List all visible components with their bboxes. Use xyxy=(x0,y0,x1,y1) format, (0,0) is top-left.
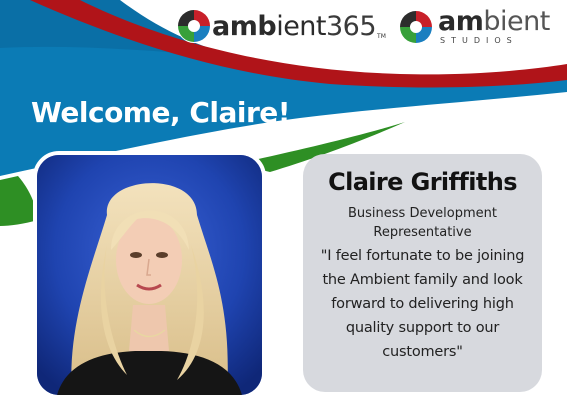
ambient-studios-logo xyxy=(398,8,550,45)
logo-mark-icon xyxy=(398,9,434,45)
studios-word-b: bient xyxy=(483,6,550,37)
profile-photo xyxy=(33,151,266,399)
logo-mark-icon xyxy=(176,8,212,44)
employee-quote: "I feel fortunate to be joining the Ambient family and look forward to delivering high quality support to our customers" xyxy=(320,248,525,360)
studios-subtitle: STUDIOS xyxy=(440,36,518,45)
ambient365-word-regular: ient xyxy=(276,10,326,42)
ambient365-wordmark xyxy=(212,10,386,42)
portrait-illustration xyxy=(37,155,262,395)
studios-word-a: am xyxy=(438,6,484,37)
employee-name: Claire Griffiths xyxy=(328,168,517,196)
profile-card xyxy=(303,154,542,392)
ambient-studios-wordmark xyxy=(438,8,550,45)
welcome-heading: Welcome, Claire! xyxy=(31,96,291,129)
employee-title: Business Development Representative xyxy=(348,206,497,240)
ambient365-logo xyxy=(176,8,386,44)
ambient365-trademark: TM xyxy=(377,32,386,40)
ambient365-number: 365 xyxy=(326,10,377,42)
ambient365-word-bold: amb xyxy=(212,10,277,42)
